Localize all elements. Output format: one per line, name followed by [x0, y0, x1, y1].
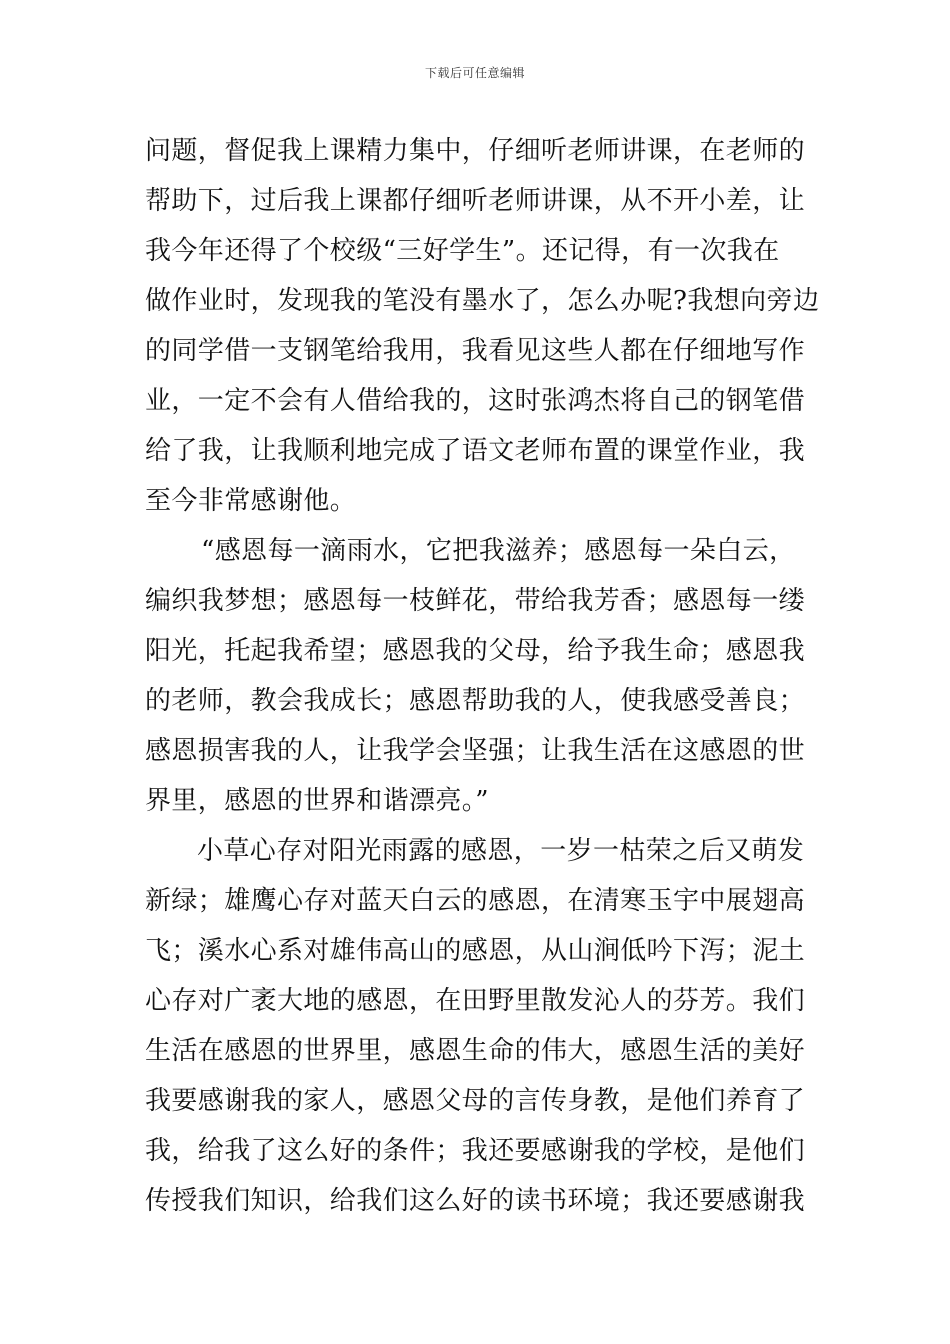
text-line: 帮助下，过后我上课都仔细听老师讲课，从不开小差，让: [145, 186, 806, 216]
text-line: 新绿；雄鹰心存对蓝天白云的感恩，在清寒玉宇中展翅高: [145, 886, 806, 916]
page-header: 下载后可任意编辑: [424, 66, 525, 80]
text-line: 的老师，教会我成长；感恩帮助我的人，使我感受善良；: [145, 686, 806, 716]
text-line: 给了我，让我顺利地完成了语文老师布置的课堂作业，我: [145, 436, 806, 466]
text-line: 小草心存对阳光雨露的感恩，一岁一枯荣之后又萌发: [197, 836, 805, 866]
text-line: 我，给我了这么好的条件；我还要感谢我的学校，是他们: [145, 1136, 806, 1166]
text-line: 感恩损害我的人，让我学会坚强；让我生活在这感恩的世: [145, 736, 806, 766]
text-line: 界里，感恩的世界和谐漂亮。”: [145, 786, 489, 816]
text-line: 问题，督促我上课精力集中，仔细听老师讲课，在老师的: [145, 136, 806, 166]
text-line: 的同学借一支钢笔给我用，我看见这些人都在仔细地写作: [145, 336, 806, 366]
text-line: 编织我梦想；感恩每一枝鲜花，带给我芳香；感恩每一缕: [145, 586, 806, 616]
text-line: 我要感谢我的家人，感恩父母的言传身教，是他们养育了: [145, 1086, 806, 1116]
paragraph: [145, 126, 820, 526]
text-line: 阳光，托起我希望；感恩我的父母，给予我生命；感恩我: [145, 636, 806, 666]
quote-paragraph: [145, 526, 805, 826]
document-body: [145, 126, 820, 1226]
text-line: 生活在感恩的世界里，感恩生命的伟大，感恩生活的美好: [145, 1036, 806, 1066]
text-line: 业，一定不会有人借给我的，这时张鸿杰将自己的钢笔借: [145, 386, 806, 416]
text-line: 做作业时，发现我的笔没有墨水了，怎么办呢?我想向旁边: [145, 286, 820, 316]
text-line: 我今年还得了个校级“三好学生”。还记得，有一次我在: [145, 236, 780, 266]
text-line: 至今非常感谢他。: [145, 486, 357, 516]
text-line: 心存对广袤大地的感恩，在田野里散发沁人的芬芳。我们: [145, 986, 806, 1016]
paragraph: [145, 826, 805, 1226]
text-line: “感恩每一滴雨水，它把我滋养；感恩每一朵白云，: [201, 536, 796, 566]
text-line: 传授我们知识，给我们这么好的读书环境；我还要感谢我: [145, 1186, 806, 1216]
text-line: 飞；溪水心系对雄伟高山的感恩，从山涧低吟下泻；泥土: [145, 936, 806, 966]
